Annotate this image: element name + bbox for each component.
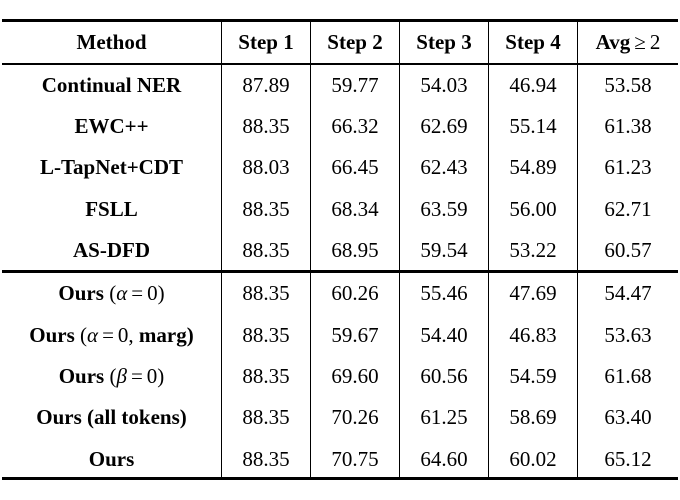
- method-main: Ours: [58, 363, 105, 388]
- table-baselines-3-step3: 63.59: [399, 189, 488, 230]
- header-avg-value: 2: [649, 30, 661, 54]
- table-baselines-2-stepavg: 61.23: [577, 147, 678, 188]
- table-baselines-2-step3: 62.43: [399, 147, 488, 188]
- header-step2: Step 2: [310, 22, 399, 63]
- table-ours-0-step2: 60.26: [310, 273, 399, 314]
- table-ours-2-step4: 54.59: [488, 356, 577, 397]
- table-baselines-1-step3: 62.69: [399, 106, 488, 147]
- table-row: [2, 397, 678, 438]
- method-name: Continual NER: [41, 72, 182, 97]
- table-row: [2, 189, 678, 230]
- table-baselines-0-stepavg: 53.58: [577, 65, 678, 106]
- method-name: FSLL: [85, 196, 138, 221]
- table-ours-3-step4: 58.69: [488, 397, 577, 438]
- table-row: [2, 314, 678, 355]
- method-math-var: β: [116, 363, 127, 388]
- table-baselines-3-step4: 56.00: [488, 189, 577, 230]
- method-math-val: 0,: [117, 322, 134, 347]
- table-row: [2, 65, 678, 106]
- table-baselines-0-step2: 59.77: [310, 65, 399, 106]
- table-baselines-4-step2: 68.95: [310, 230, 399, 271]
- header-avg: [577, 22, 678, 63]
- table-baselines-4-step3: 59.54: [399, 230, 488, 271]
- method-math-val: 0: [146, 363, 158, 388]
- table-baselines-1-step1: 88.35: [221, 106, 310, 147]
- table-baselines-1-step4: 55.14: [488, 106, 577, 147]
- table-baselines-2-step4: 54.89: [488, 147, 577, 188]
- table-baselines-0-step1: 87.89: [221, 65, 310, 106]
- method-name: Ours: [88, 446, 135, 471]
- table-ours-1-step2: 59.67: [310, 314, 399, 355]
- method-name: Ours (all tokens): [36, 405, 187, 430]
- table-ours-3-stepavg: 63.40: [577, 397, 678, 438]
- table-ours-0-step3: 55.46: [399, 273, 488, 314]
- table-baselines-2-step1: 88.03: [221, 147, 310, 188]
- table-ours-2-stepavg: 61.68: [577, 356, 678, 397]
- table-ours-2-step2: 69.60: [310, 356, 399, 397]
- method-name: EWC++: [74, 114, 149, 139]
- header-avg-label: Avg: [595, 30, 631, 54]
- table-ours-1-step1: 88.35: [221, 314, 310, 355]
- table-row: [2, 230, 678, 271]
- table-ours-4-stepavg: 65.12: [577, 439, 678, 480]
- table-row: [2, 273, 678, 314]
- table-ours-3-step2: 70.26: [310, 397, 399, 438]
- header-step4: Step 4: [488, 22, 577, 63]
- table-ours-4-step1: 88.35: [221, 439, 310, 480]
- bottom-rule: [2, 477, 678, 480]
- table-row: [2, 106, 678, 147]
- method-math-eq: =: [130, 363, 143, 388]
- method-main: Ours: [58, 281, 104, 306]
- table-baselines-1-step2: 66.32: [310, 106, 399, 147]
- table-baselines-4-step1: 88.35: [221, 230, 310, 271]
- table-ours-0-stepavg: 54.47: [577, 273, 678, 314]
- method-name: Ours ( α = 0, marg ): [29, 322, 194, 347]
- table-row: [2, 356, 678, 397]
- table-baselines-2-step2: 66.45: [310, 147, 399, 188]
- table-row: [2, 439, 678, 480]
- method-name: Ours ( α = 0 ): [58, 281, 165, 306]
- method-name: L-TapNet+CDT: [39, 155, 184, 180]
- table-baselines-0-step3: 54.03: [399, 65, 488, 106]
- table-baselines-3-step1: 88.35: [221, 189, 310, 230]
- header-step3: Step 3: [399, 22, 488, 63]
- method-math-eq: =: [102, 322, 114, 347]
- table-baselines-1-stepavg: 61.38: [577, 106, 678, 147]
- table-baselines-4-step4: 53.22: [488, 230, 577, 271]
- table-baselines-3-stepavg: 62.71: [577, 189, 678, 230]
- method-math-var: α: [116, 281, 128, 306]
- table-baselines-0-step4: 46.94: [488, 65, 577, 106]
- table-ours-1-step4: 46.83: [488, 314, 577, 355]
- method-suffix: marg: [138, 322, 187, 347]
- table-ours-3-step1: 88.35: [221, 397, 310, 438]
- method-name: AS-DFD: [73, 238, 150, 263]
- method-main: Ours: [29, 322, 75, 347]
- method-name: Ours ( β = 0 ): [58, 363, 165, 388]
- table-ours-2-step1: 88.35: [221, 356, 310, 397]
- table-ours-3-step3: 61.25: [399, 397, 488, 438]
- table-ours-0-step4: 47.69: [488, 273, 577, 314]
- header-method: Method: [76, 30, 147, 54]
- table-ours-1-step3: 54.40: [399, 314, 488, 355]
- method-math-val: 0: [147, 281, 158, 306]
- table-ours-2-step3: 60.56: [399, 356, 488, 397]
- table-ours-4-step2: 70.75: [310, 439, 399, 480]
- table-ours-1-stepavg: 53.63: [577, 314, 678, 355]
- table-ours-4-step4: 60.02: [488, 439, 577, 480]
- method-math-var: α: [87, 322, 99, 347]
- method-math-eq: =: [131, 281, 144, 306]
- table-ours-4-step3: 64.60: [399, 439, 488, 480]
- header-step1: Step 1: [221, 22, 310, 63]
- table-baselines-3-step2: 68.34: [310, 189, 399, 230]
- table-baselines-4-stepavg: 60.57: [577, 230, 678, 271]
- header-avg-symbol: ≥: [634, 30, 646, 54]
- table-row: [2, 147, 678, 188]
- table-ours-0-step1: 88.35: [221, 273, 310, 314]
- header-row: [2, 22, 678, 63]
